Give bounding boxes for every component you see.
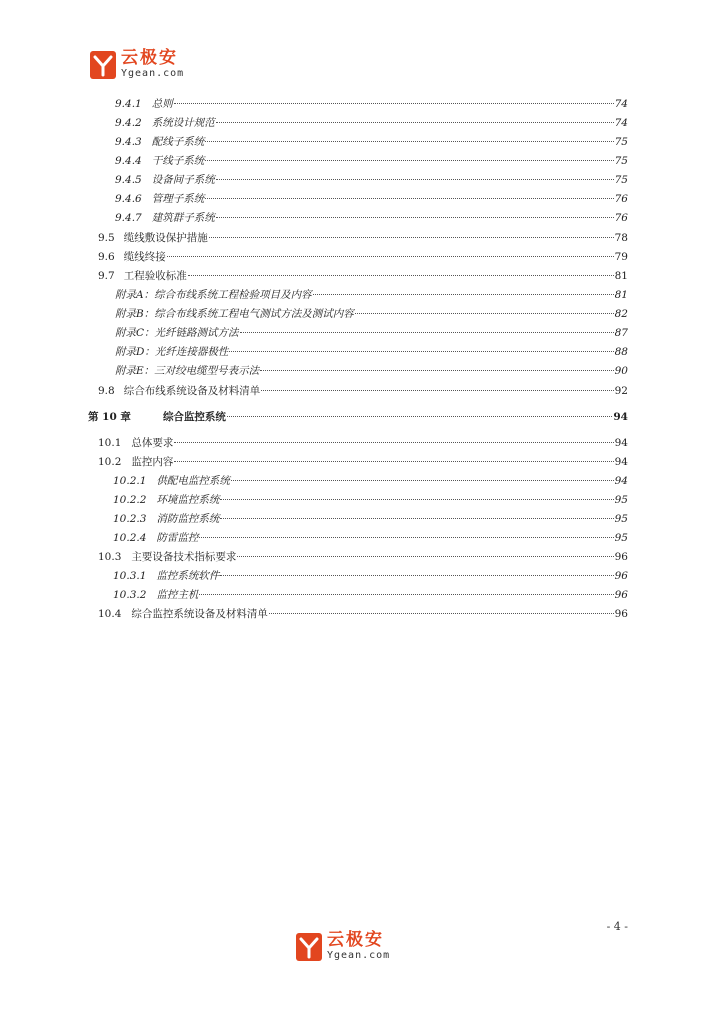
toc-entry-page: 94 — [613, 411, 628, 423]
toc-chapter-10[interactable] — [88, 409, 628, 423]
toc-entry-number: 10.1 — [98, 437, 122, 449]
toc-leader-dots — [216, 217, 614, 218]
toc-entry-number: 附录C： — [115, 327, 155, 339]
toc-entry-title: 供配电监控系统 — [156, 475, 230, 487]
toc-entry-title: 工程验收标准 — [123, 270, 187, 282]
toc-entry-page: 82 — [614, 308, 628, 320]
toc-entry-title: 管理子系统 — [151, 193, 205, 205]
toc-entry-9-7[interactable] — [98, 268, 628, 282]
toc-entry-title: 监控内容 — [131, 456, 174, 468]
toc-entry-title: 监控主机 — [156, 589, 199, 601]
toc-leader-dots — [199, 537, 613, 538]
toc-entry-page: 95 — [614, 494, 628, 506]
toc-entry-title: 综合布线系统工程电气测试方法及测试内容 — [154, 308, 354, 320]
toc-entry-title: 光纤链路测试方法 — [154, 327, 239, 339]
toc-entry-page: 75 — [614, 136, 628, 148]
toc-entry-10-3[interactable] — [98, 549, 628, 563]
toc-entry-title: 总则 — [151, 98, 173, 110]
toc-entry-page: 79 — [614, 251, 628, 263]
toc-entry-9-4-1[interactable] — [115, 96, 628, 110]
toc-entry-title: 综合监控系统设备及材料清单 — [131, 608, 268, 620]
toc-leader-dots — [220, 499, 613, 500]
toc-entry-number: 9.4.2 — [115, 117, 142, 129]
toc-entry-title: 光纤连接器极性 — [154, 346, 229, 358]
toc-entry-10-3-2[interactable] — [113, 587, 628, 601]
toc-entry-9-6[interactable] — [98, 249, 628, 263]
toc-leader-dots — [227, 416, 612, 417]
toc-entry-appendix-d[interactable] — [115, 344, 628, 358]
toc-leader-dots — [205, 198, 613, 199]
toc-entry-page: 88 — [614, 346, 628, 358]
toc-leader-dots — [199, 594, 613, 595]
toc-entry-appendix-a[interactable] — [115, 287, 628, 301]
toc-entry-number: 10.3 — [98, 551, 122, 563]
toc-leader-dots — [216, 179, 614, 180]
toc-entry-page: 76 — [614, 193, 628, 205]
toc-entry-number: 9.4.1 — [115, 98, 142, 110]
toc-entry-9-5[interactable] — [98, 230, 628, 244]
toc-entry-title: 缆线终接 — [123, 251, 166, 263]
toc-leader-dots — [216, 122, 614, 123]
toc-entry-number: 10.4 — [98, 608, 122, 620]
toc-leader-dots — [269, 613, 614, 614]
ygean-logo-icon — [90, 51, 116, 79]
toc-entry-title: 配线子系统 — [151, 136, 205, 148]
toc-entry-title: 缆线敷设保护措施 — [123, 232, 208, 244]
toc-entry-number: 附录D： — [115, 346, 155, 358]
toc-entry-number: 10.2.3 — [113, 513, 147, 525]
toc-leader-dots — [261, 390, 613, 391]
toc-entry-10-2-4[interactable] — [113, 530, 628, 544]
toc-entry-10-3-1[interactable] — [113, 568, 628, 582]
toc-entry-9-4-4[interactable] — [115, 153, 628, 167]
toc-entry-page: 74 — [614, 98, 628, 110]
toc-leader-dots — [209, 237, 614, 238]
toc-entry-number: 9.4.3 — [115, 136, 142, 148]
toc-entry-page: 87 — [614, 327, 628, 339]
toc-entry-title: 系统设计规范 — [151, 117, 215, 129]
toc-entry-page: 81 — [614, 289, 628, 301]
toc-leader-dots — [220, 518, 613, 519]
logo-domain: Ygean.com — [327, 950, 391, 961]
toc-entry-9-4-6[interactable] — [115, 191, 628, 205]
toc-entry-page: 81 — [614, 270, 628, 282]
toc-entry-9-4-3[interactable] — [115, 134, 628, 148]
toc-leader-dots — [205, 160, 613, 161]
toc-leader-dots — [174, 442, 613, 443]
toc-entry-page: 75 — [614, 174, 628, 186]
toc-entry-title: 监控系统软件 — [156, 570, 220, 582]
toc-leader-dots — [174, 103, 614, 104]
toc-entry-appendix-e[interactable] — [115, 363, 628, 377]
toc-entry-title: 综合监控系统 — [162, 411, 226, 423]
logo-chinese-name: 云极安 — [121, 48, 178, 68]
toc-entry-page: 95 — [614, 532, 628, 544]
toc-entry-10-1[interactable] — [98, 435, 628, 449]
toc-entry-number: 10.3.2 — [113, 589, 147, 601]
toc-entry-10-2-2[interactable] — [113, 492, 628, 506]
toc-entry-appendix-b[interactable] — [115, 306, 628, 320]
toc-entry-page: 95 — [614, 513, 628, 525]
toc-entry-page: 96 — [614, 551, 628, 563]
toc-leader-dots — [355, 313, 614, 314]
toc-entry-number: 10.3.1 — [113, 570, 147, 582]
toc-leader-dots — [188, 275, 614, 276]
toc-entry-title: 综合布线系统工程检验项目及内容 — [154, 289, 312, 301]
toc-entry-9-8[interactable] — [98, 383, 628, 397]
toc-entry-page: 94 — [614, 437, 628, 449]
toc-entry-page: 96 — [614, 570, 628, 582]
toc-leader-dots — [313, 294, 614, 295]
toc-entry-page: 76 — [614, 212, 628, 224]
toc-entry-title: 防雷监控 — [156, 532, 199, 544]
toc-leader-dots — [231, 480, 614, 481]
toc-entry-title: 三对绞电缆型号表示法 — [154, 365, 260, 377]
toc-entry-appendix-c[interactable] — [115, 325, 628, 339]
toc-entry-number: 9.4.7 — [115, 212, 142, 224]
toc-entry-page: 78 — [614, 232, 628, 244]
toc-entry-number: 9.5 — [98, 232, 115, 244]
toc-entry-page: 96 — [614, 608, 628, 620]
toc-entry-9-4-7[interactable] — [115, 210, 628, 224]
logo-domain: Ygean.com — [121, 68, 185, 79]
toc-entry-page: 96 — [614, 589, 628, 601]
toc-entry-number: 10.2.4 — [113, 532, 147, 544]
toc-entry-number: 第 10 章 — [88, 411, 131, 423]
toc-entry-page: 75 — [614, 155, 628, 167]
ygean-logo-icon — [296, 933, 322, 961]
toc-entry-title: 设备间子系统 — [151, 174, 215, 186]
toc-entry-number: 9.7 — [98, 270, 115, 282]
footer-logo — [296, 932, 390, 961]
toc-entry-number: 9.4.5 — [115, 174, 142, 186]
toc-entry-number: 9.4.4 — [115, 155, 142, 167]
toc-leader-dots — [220, 575, 613, 576]
toc-entry-page: 94 — [614, 456, 628, 468]
toc-leader-dots — [237, 556, 613, 557]
toc-entry-number: 附录E： — [115, 365, 155, 377]
toc-entry-number: 附录A： — [115, 289, 155, 301]
toc-entry-page: 92 — [614, 385, 628, 397]
toc-entry-number: 10.2 — [98, 456, 122, 468]
toc-entry-9-4-5[interactable] — [115, 172, 628, 186]
toc-entry-number: 10.2.1 — [113, 475, 147, 487]
toc-entry-9-4-2[interactable] — [115, 115, 628, 129]
toc-leader-dots — [174, 461, 613, 462]
toc-entry-page: 74 — [614, 117, 628, 129]
toc-entry-title: 消防监控系统 — [156, 513, 220, 525]
toc-entry-title: 建筑群子系统 — [151, 212, 215, 224]
logo-chinese-name: 云极安 — [327, 930, 384, 950]
toc-entry-title: 环境监控系统 — [156, 494, 220, 506]
toc-entry-page: 90 — [614, 365, 628, 377]
toc-entry-number: 9.6 — [98, 251, 115, 263]
toc-entry-number: 10.2.2 — [113, 494, 147, 506]
toc-leader-dots — [260, 370, 613, 371]
toc-entry-number: 9.8 — [98, 385, 115, 397]
toc-entry-number: 9.4.6 — [115, 193, 142, 205]
toc-entry-title: 综合布线系统设备及材料清单 — [123, 385, 261, 397]
toc-entry-10-2-1[interactable] — [113, 473, 628, 487]
toc-entry-10-2-3[interactable] — [113, 511, 628, 525]
toc-entry-page: 94 — [614, 475, 628, 487]
toc-entry-number: 附录B： — [115, 308, 155, 320]
toc-entry-title: 总体要求 — [131, 437, 174, 449]
header-logo — [90, 50, 184, 79]
toc-entry-title: 干线子系统 — [151, 155, 205, 167]
toc-leader-dots — [167, 256, 614, 257]
toc-entry-10-2[interactable] — [98, 454, 628, 468]
page-number: - 4 - — [606, 920, 628, 933]
toc-entry-title: 主要设备技术指标要求 — [131, 551, 237, 563]
toc-leader-dots — [229, 351, 613, 352]
toc-entry-10-4[interactable] — [98, 606, 628, 620]
toc-leader-dots — [240, 332, 614, 333]
toc-leader-dots — [205, 141, 613, 142]
